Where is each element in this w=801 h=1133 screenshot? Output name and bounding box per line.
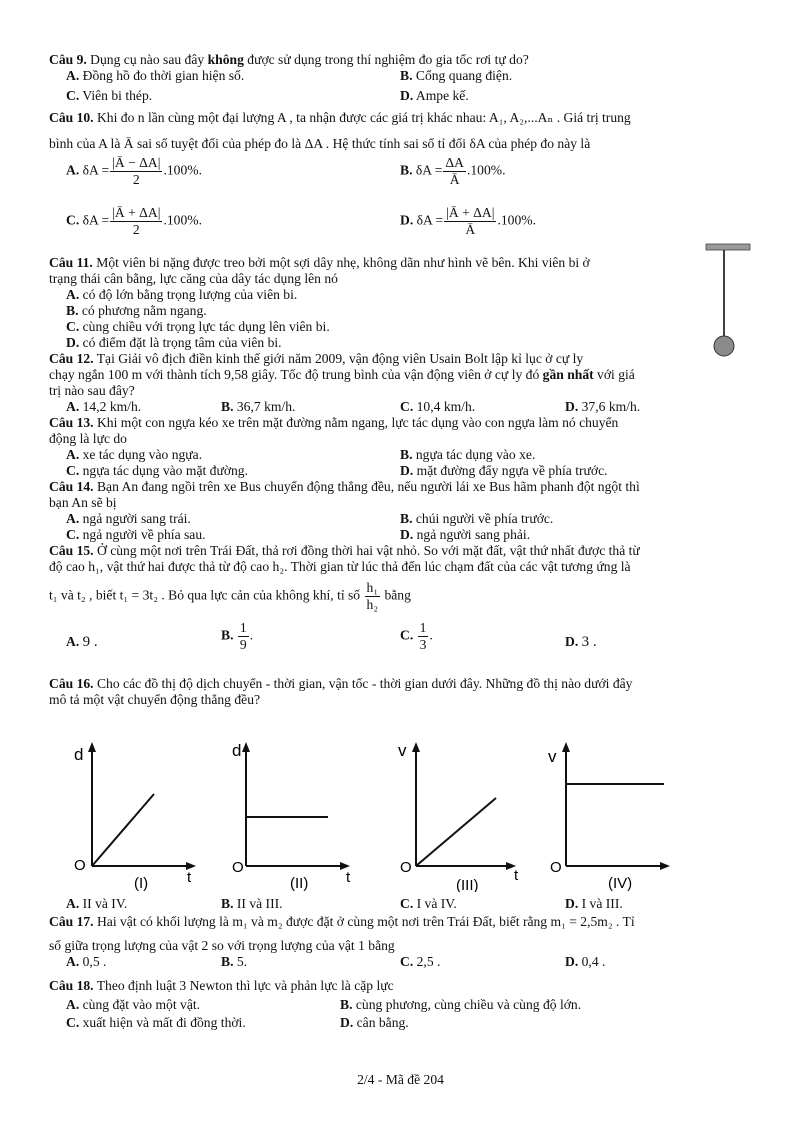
question-number: Câu 16. [49,676,94,691]
formula-suffix: .100%. [497,212,536,228]
question-text: chạy ngắn 100 m với thành tích 9,58 giây. Tốc độ trung bình của vận động viên ở cự ly đó [49,367,543,382]
option-text: 2,5 . [416,954,441,969]
option-text: có độ lớn bằng trọng lượng của viên bi. [82,287,298,302]
option-d[interactable] [400,527,530,543]
option-a[interactable] [66,511,191,527]
option-label: B. [221,627,234,643]
question-17-line2 [49,938,755,954]
question-text: độ cao h₁, vật thứ hai được thả từ độ cao h₂. Thời gian từ lúc thả đến lúc chạm đất của các vật tương ứng là [49,559,631,574]
option-label: A. [66,896,80,911]
option-label: C. [66,463,80,478]
option-label: B. [400,511,413,526]
option-b[interactable]: B. $\frac{1}{9}$ . [221,620,254,652]
option-text: ngả người sang trái. [82,511,191,526]
question-number: Câu 18. [49,978,94,993]
fraction [444,205,496,238]
option-text: cùng đặt vào một vật. [82,997,201,1012]
y-axis-arrow-icon [562,742,570,752]
question-11 [49,255,699,271]
x-axis-label: t [514,867,519,884]
y-axis-label: v [548,747,557,766]
option-label: D. [565,399,579,414]
option-label: D. [565,634,579,649]
option-text: 9 . [82,634,98,650]
option-text: 37,6 km/h. [581,399,641,414]
option-label: C. [400,627,414,643]
question-text: Khi một con ngựa kéo xe trên mặt đường nằm ngang, lực tác dụng vào con ngựa làm nó chuyển [93,415,619,430]
option-label: B. [66,303,79,318]
numerator: 1 [239,620,247,635]
x-axis-label: t [187,869,192,886]
option-text: chúi người về phía trước. [415,511,554,526]
denominator: Ā [443,171,466,188]
option-label: C. [66,88,80,103]
question-text: được sử dụng trong thí nghiệm đo gia tốc rơi tự do? [243,52,529,67]
question-10-line2 [49,136,755,152]
option-label: C. [400,896,414,911]
option-d[interactable] [400,205,536,238]
graph-2 [228,740,356,892]
option-text: cùng chiều với trọng lực tác dụng lên viên bi. [82,319,330,334]
graph-line [92,794,154,866]
option-text: Đồng hồ đo thời gian hiện số. [82,68,245,83]
formula-lhs: δA = [82,162,110,178]
option-c[interactable] [400,896,457,912]
graph-caption: (I) [134,875,149,892]
option-text: 0,5 . [82,954,107,969]
pendulum-figure [700,240,760,365]
question-13 [49,415,755,431]
question-14 [49,479,755,495]
question-text: trạng thái cân bằng, lực căng của dây tác dụng lên nó [49,271,338,286]
question-text: số giữa trọng lượng của vật 2 so với trọng lượng của vật 1 bằng [49,938,395,953]
option-label: D. [565,896,579,911]
option-b[interactable] [400,447,535,463]
option-text: Cổng quang điện. [415,68,513,83]
option-text: cùng phương, cùng chiều và cùng độ lớn. [355,997,582,1012]
question-number: Câu 14. [49,479,94,494]
origin-label: O [550,859,562,876]
question-number: Câu 12. [49,351,94,366]
option-label: D. [400,463,414,478]
question-13-line2 [49,431,755,447]
option-text: 3 . [581,634,597,650]
page-footer: 2/4 - Mã đề 204 [357,1072,444,1087]
option-label: A. [66,68,80,83]
y-axis-label: d [74,745,84,764]
denominator: Ā [444,221,496,238]
option-label: C. [400,399,414,414]
option-label: D. [400,88,414,103]
option-d[interactable] [565,399,640,415]
y-axis-arrow-icon [242,742,250,752]
fraction [238,620,249,653]
origin-label: O [74,857,86,874]
option-text: xuất hiện và mất đi đồng thời. [82,1015,246,1030]
denominator: 9 [239,637,247,652]
denominator: 2 [110,171,162,188]
formula-lhs: δA = [415,162,443,178]
question-text: Ở cùng một nơi trên Trái Đất, thả rơi đồng thời hai vật nhỏ. So với mặt đất, vật thứ nhất được thả từ [93,543,640,558]
question-text: Một viên bi nặng được treo bởi một sợi dây nhẹ, không dãn như hình vẽ bên. Khi viên bi ở [92,255,590,270]
option-label: A. [66,447,80,462]
denominator: 2 [110,221,162,238]
question-text: bình của A là Ā sai số tuyệt đối của phép đo là ΔA . Hệ thức tính sai số tỉ đối δA của phép đo này là [49,136,591,151]
y-axis-label: v [398,741,407,760]
option-text: 36,7 km/h. [236,399,296,414]
option-d[interactable] [400,463,608,479]
numerator: |Ā + ΔA| [112,205,161,220]
option-label: A. [66,162,80,178]
option-label: D. [400,212,414,228]
option-c[interactable] [66,1015,246,1031]
option-c[interactable] [66,527,206,543]
question-text: Theo định luật 3 Newton thì lực và phản lực là cặp lực [93,978,394,993]
question-text: t₁ và t₂ , biết t₁ = 3t₂ . Bỏ qua lực cản của không khí, tỉ số [49,587,361,603]
question-12 [49,351,709,367]
option-label: C. [400,954,414,969]
formula-suffix: .100%. [466,162,506,178]
fraction [443,155,466,188]
option-b[interactable] [221,896,283,912]
question-9 [49,52,755,68]
question-number: Câu 10. [49,110,94,125]
fraction [110,155,162,188]
option-text: I và IV. [416,896,457,911]
x-axis-label: t [346,869,351,886]
question-17 [49,914,755,930]
option-text: ngựa tác dụng vào mặt đường. [82,463,249,478]
question-16-line2 [49,692,755,708]
option-b[interactable] [400,155,506,188]
option-d[interactable] [565,954,605,970]
graph-caption: (IV) [608,875,633,892]
graph-line [416,798,496,866]
question-text: Dụng cụ nào sau đây [86,52,208,67]
denominator: h₂ [366,597,379,612]
option-text: có điểm đặt là trọng tâm của viên bi. [82,335,282,350]
option-d[interactable] [565,896,623,912]
formula-lhs: δA = [416,212,444,228]
fraction [418,620,429,653]
option-a[interactable] [66,399,141,415]
formula-suffix: .100%. [163,162,202,178]
option-d[interactable] [400,88,469,104]
question-number: Câu 13. [49,415,94,430]
option-text: ngả người về phía sau. [82,527,206,542]
option-label: A. [66,954,80,969]
option-text: II và IV. [82,896,128,911]
option-text: Viên bi thép. [82,88,153,103]
option-label: D. [66,335,80,350]
option-b[interactable] [340,997,581,1013]
question-emphasis: không [207,52,244,67]
question-text: bằng [384,587,411,603]
option-label: C. [66,212,80,228]
question-11-line2 [49,271,755,287]
option-label: B. [400,447,413,462]
option-label: B. [340,997,353,1012]
option-b[interactable] [400,68,512,84]
graph-caption: (II) [290,875,309,892]
option-c[interactable] [66,319,330,335]
option-a[interactable] [66,954,106,970]
option-label: A. [66,634,80,649]
question-emphasis: gần nhất [542,367,594,382]
y-axis-arrow-icon [88,742,96,752]
option-text: cân bằng. [356,1015,409,1030]
question-15 [49,543,755,559]
option-text: I và III. [581,896,623,911]
option-text: xe tác dụng vào ngựa. [82,447,203,462]
question-text: mô tả một vật chuyển động thẳng đều? [49,692,261,707]
y-axis-arrow-icon [412,742,420,752]
question-10 [49,110,755,126]
option-c[interactable] [66,463,248,479]
question-16 [49,676,755,692]
option-c[interactable] [66,205,202,238]
option-label: D. [400,527,414,542]
option-label: C. [66,1015,80,1030]
option-a[interactable] [66,896,127,912]
option-label: A. [66,511,80,526]
question-15-line2 [49,559,755,575]
origin-label: O [400,859,412,876]
question-text: Tại Giải vô địch điền kinh thế giới năm 2009, vận động viên Usain Bolt lập kỉ lục ở cự ly [93,351,584,366]
option-c[interactable]: C. $\frac{1}{3}$ . [400,620,433,652]
question-text: Hai vật có khối lượng là m₁ và m₂ được đặt ở cùng một nơi trên Trái Đất, biết rằng m₁ = 2,5m₂ . Tỉ [93,914,635,929]
question-text: Khi đo n lần cùng một đại lượng A , ta nhận được các giá trị khác nhau: A₁, A₂,...Aₙ . Giá trị trung [93,110,631,125]
numerator: |Ā − ΔA| [112,155,161,170]
option-text: 5. [236,954,248,969]
numerator: h₁ [366,580,379,595]
option-b[interactable] [400,511,553,527]
option-label: A. [66,997,80,1012]
option-text: II và III. [236,896,283,911]
option-a[interactable] [66,68,244,84]
question-text: bạn An sẽ bị [49,495,117,510]
option-a[interactable] [66,155,202,188]
ball [714,336,734,356]
option-a[interactable] [66,287,297,303]
formula-lhs: δA = [82,212,110,228]
x-axis-arrow-icon [660,862,670,870]
option-d[interactable] [340,1015,409,1031]
option-label: A. [66,287,80,302]
option-label: D. [340,1015,354,1030]
question-number: Câu 9. [49,52,87,67]
option-text: Ampe kế. [415,88,469,103]
option-label: D. [565,954,579,969]
option-text: mặt đường đẩy ngựa về phía trước. [416,463,608,478]
question-number: Câu 11. [49,255,93,270]
ceiling-support [706,244,750,250]
option-text: có phương nằm ngang. [81,303,207,318]
denominator: 3 [419,637,427,652]
option-a[interactable] [66,634,98,650]
option-a[interactable] [66,997,200,1013]
origin-label: O [232,859,244,876]
numerator: 1 [419,620,427,635]
option-label: B. [221,896,234,911]
option-label: B. [400,68,413,83]
option-text: ngựa tác dụng vào xe. [415,447,536,462]
option-d[interactable] [66,335,282,351]
graph-3 [398,740,526,892]
option-d[interactable] [565,634,597,650]
question-12-line3 [49,383,755,399]
option-c[interactable] [400,954,440,970]
question-18 [49,978,755,994]
question-number: Câu 15. [49,543,94,558]
option-c[interactable] [66,88,152,104]
numerator: |Ā + ΔA| [446,205,495,220]
option-label: A. [66,399,80,414]
y-axis-label: d [232,741,242,760]
formula-suffix: .100%. [163,212,202,228]
option-text: 14,2 km/h. [82,399,142,414]
option-label: B. [400,162,413,178]
fraction [365,580,381,613]
fraction [110,205,162,238]
graph-4 [548,740,676,892]
option-label: B. [221,954,234,969]
question-text: động là lực do [49,431,127,446]
option-c[interactable] [400,399,475,415]
option-text: 10,4 km/h. [416,399,476,414]
question-text: với giá [593,367,635,382]
option-b[interactable] [221,954,247,970]
question-15-line3 [49,580,755,613]
option-label: C. [66,319,80,334]
question-number: Câu 17. [49,914,94,929]
option-label: B. [221,399,234,414]
graph-caption: (III) [456,877,479,892]
option-a[interactable] [66,447,202,463]
question-12-line2 [49,367,755,383]
question-text: Cho các đồ thị độ dịch chuyển - thời gian, vận tốc - thời gian dưới đây. Những đồ thị nào dưới đây [93,676,633,691]
numerator: ΔA [445,155,464,170]
option-text: ngả người sang phải. [416,527,531,542]
graph-1 [74,740,202,892]
option-label: C. [66,527,80,542]
question-text: Bạn An đang ngồi trên xe Bus chuyển động thẳng đều, nếu người lái xe Bus hãm phanh đột ngột thì [93,479,640,494]
option-b[interactable] [221,399,295,415]
option-b[interactable] [66,303,207,319]
question-text: trị nào sau đây? [49,383,135,398]
option-text: 0,4 . [581,954,606,969]
question-14-line2 [49,495,755,511]
